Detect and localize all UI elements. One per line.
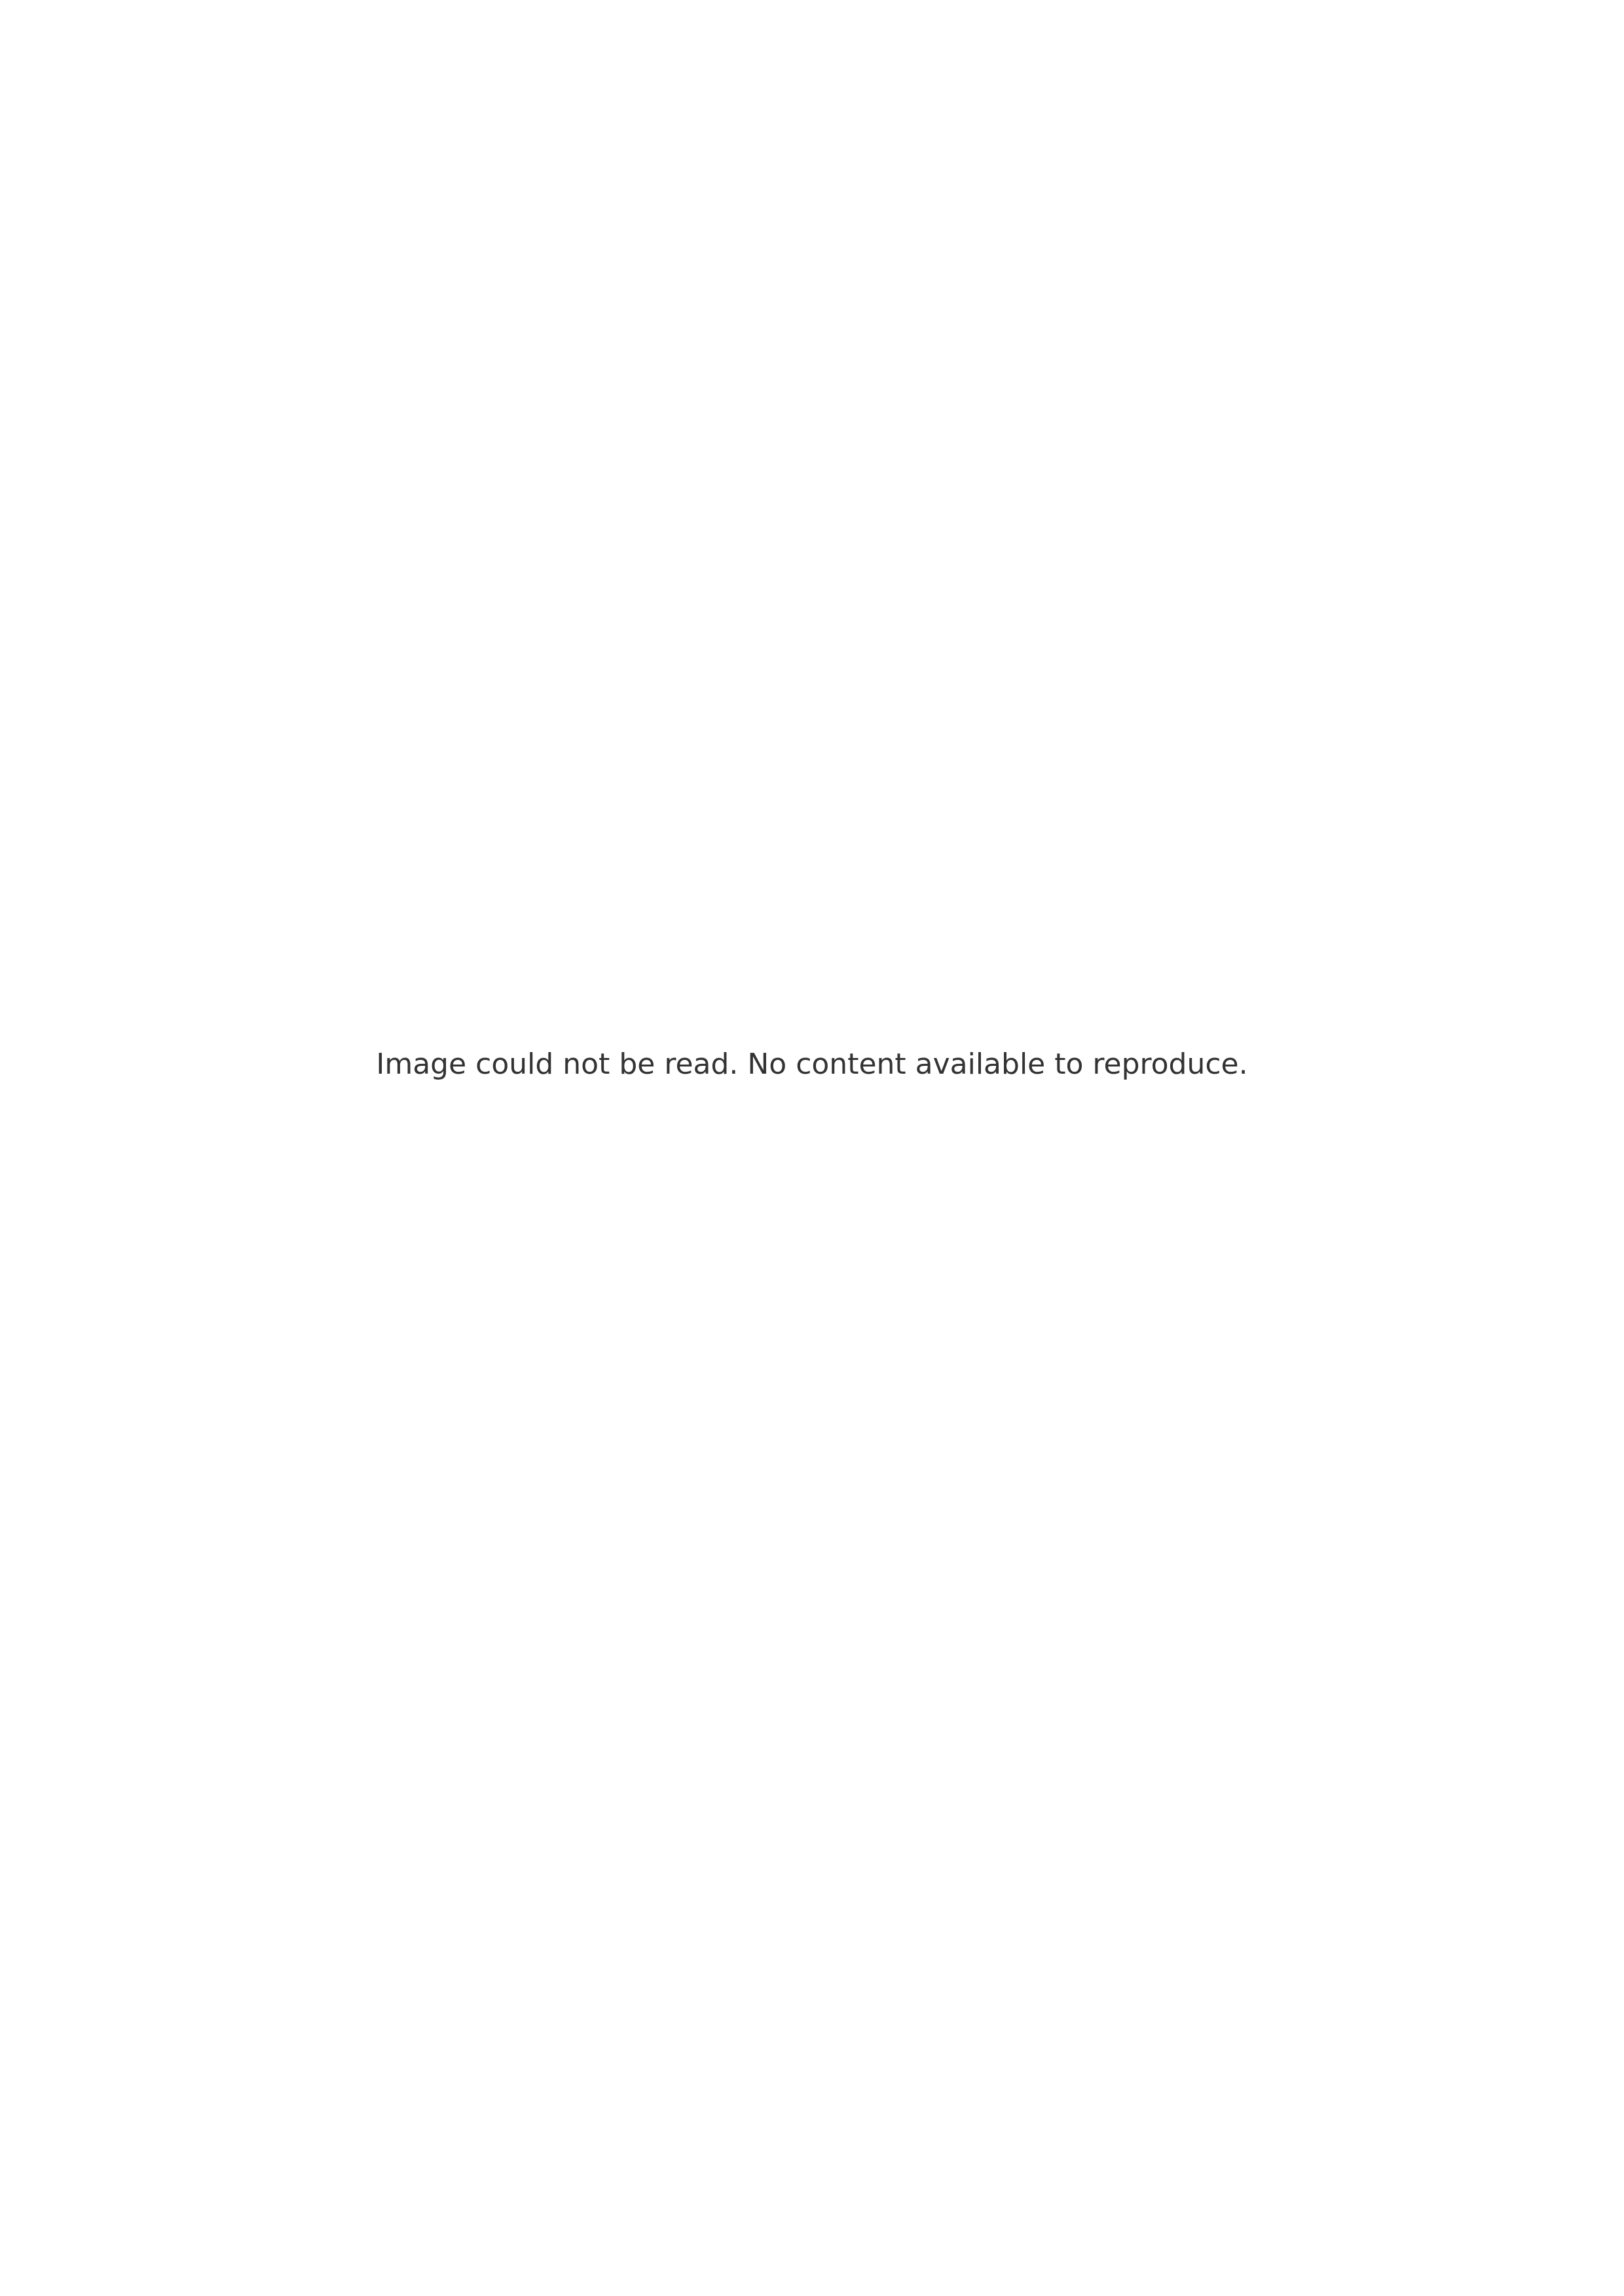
unavailable-notice: Image could not be read. No content available to reproduce. xyxy=(376,1048,1248,1081)
